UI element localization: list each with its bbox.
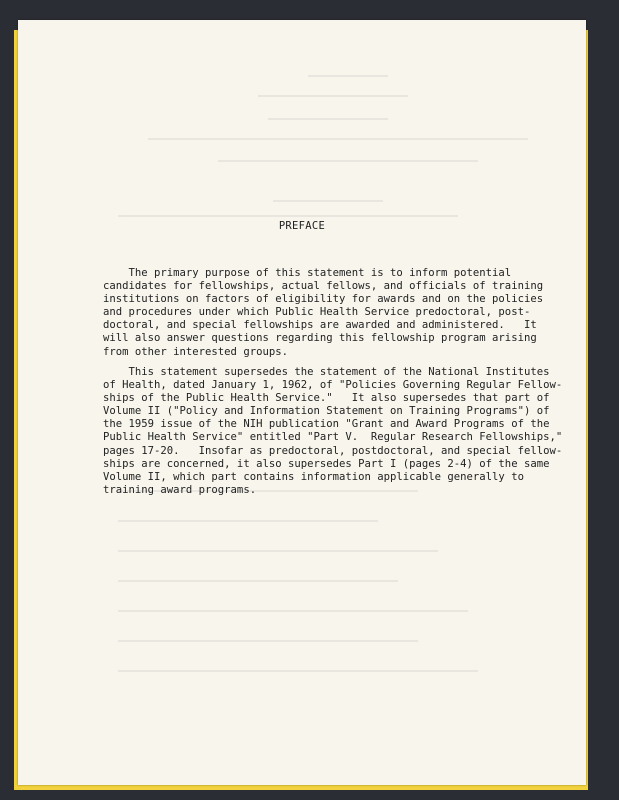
- text-line: pages 17-20. Insofar as predoctoral, postdoctoral, and special fellow-: [103, 444, 563, 457]
- text-line: will also answer questions regarding this fellowship program arising: [103, 332, 537, 345]
- text-line: doctoral, and special fellowships are awarded and administered. It: [103, 319, 537, 332]
- paragraph-1: [103, 267, 548, 359]
- text-line: Volume II ("Policy and Information Statement on Training Programs") of: [103, 405, 550, 418]
- text-line: of Health, dated January 1, 1962, of "Policies Governing Regular Fellow-: [103, 379, 563, 392]
- paragraph-2: [103, 366, 563, 497]
- text-line: training award programs.: [103, 483, 257, 496]
- text-line: candidates for fellowships, actual fellows, and officials of training: [103, 280, 544, 293]
- text-line: The primary purpose of this statement is to inform potential: [103, 267, 512, 279]
- page-title: PREFACE: [278, 220, 326, 232]
- text-line: Public Health Service" entitled "Part V. Regular Research Fellowships,": [103, 431, 563, 444]
- page-sheet: [18, 20, 586, 785]
- text-line: and procedures under which Public Health Service predoctoral, post-: [103, 306, 531, 319]
- text-line: institutions on factors of eligibility for awards and on the policies: [103, 293, 544, 306]
- text-line: ships are concerned, it also supersedes Part I (pages 2-4) of the same: [103, 457, 550, 470]
- text-line: from other interested groups.: [103, 345, 288, 358]
- text-line: the 1959 issue of the NIH publication "Grant and Award Programs of the: [103, 418, 550, 431]
- text-line: ships of the Public Health Service." It also supersedes that part of: [103, 392, 550, 405]
- text-line: This statement supersedes the statement of the National Institutes: [103, 366, 550, 378]
- text-line: Volume II, which part contains information applicable generally to: [103, 470, 524, 483]
